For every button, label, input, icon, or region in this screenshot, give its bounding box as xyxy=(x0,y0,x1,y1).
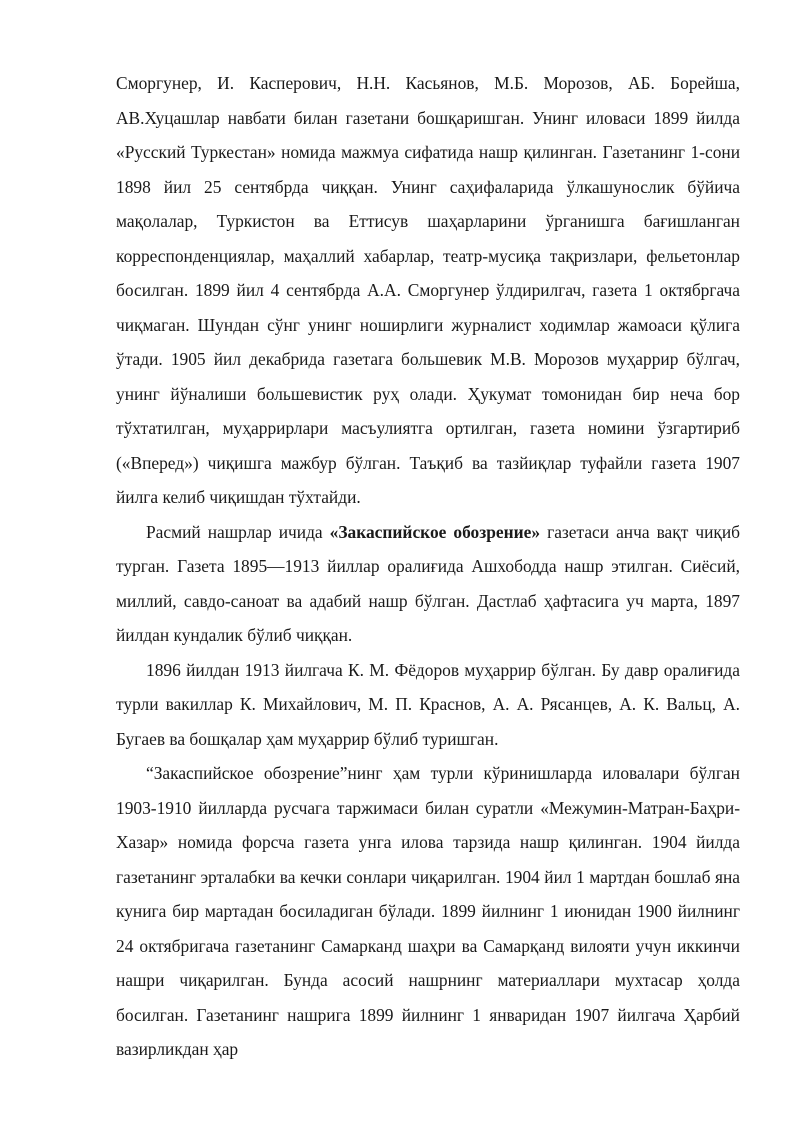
paragraph-3: 1896 йилдан 1913 йилгача К. М. Фёдоров муҳаррир бўлган. Бу давр оралиғида турли вакиллар К. Михайлович, М. П. Краснов, А. А. Рясанцев, А. К. Вальц, А. Бугаев ва бошқалар ҳам муҳаррир бўлиб туришган. xyxy=(116,659,740,749)
paragraph-2-intro: Расмий нашрлар ичида xyxy=(146,521,330,542)
paragraph-2 xyxy=(116,515,740,653)
paragraph-1: Сморгунер, И. Касперович, Н.Н. Касьянов, М.Б. Морозов, АБ. Борейша, АВ.Хуцашлар навбати билан газетани бошқаришган. Унинг иловаси 1899 йилда «Русский Туркестан» номида мажмуа сифатида нашр қилинган. Газетанинг 1-сони 1898 йил 25 сентябрда чиққан. Унинг саҳифаларида ўлкашунослик бўйича мақолалар, Туркистон ва Еттисув шаҳарларини ўрганишга бағишланган корреспонденциялар, маҳаллий хабарлар, театр-мусиқа тақризлари, фельетонлар босилган. 1899 йил 4 сентябрда А.А. Сморгунер ўлдирилгач, газета 1 октябргача чиқмаган. Шундан сўнг унинг ноширлиги журналист ходимлар жамоаси қўлига ўтади. 1905 йил декабрида газетага большевик М.В. Морозов муҳаррир бўлгач, унинг йўналиши большевистик руҳ олади. Ҳукумат томонидан бир неча бор тўхтатилган, муҳаррирлари масъулиятга ортилган, газета номини ўзгартириб («Вперед») чиқишга мажбур бўлган. Таъқиб ва тазйиқлар туфайли газета 1907 йилга келиб чиқишдан тўхтайди. xyxy=(116,73,740,507)
paragraph-2-body: газетаси анча вақт чиқиб турган. Газета 1895—1913 йиллар оралиғида Ашхободда нашр этилган. Сиёсий, миллий, савдо-саноат ва адабий нашр бўлган. Дастлаб ҳафтасига уч марта, 1897 йилдан кундалик бўлиб чиққан. xyxy=(116,521,740,645)
paragraph-4: “Закаспийское обозрение”нинг ҳам турли кўринишларда иловалари бўлган 1903-1910 йилларда русчага таржимаси билан суратли «Межумин-Матран-Баҳри-Хазар» номида форсча газета унга илова тарзида нашр қилинган. 1904 йилда газетанинг эрталабки ва кечки сонлари чиқарилган. 1904 йил 1 мартдан бошлаб яна кунига бир мартадан босиладиган бўлади. 1899 йилнинг 1 июнидан 1900 йилнинг 24 октябригача газетанинг Самарканд шаҳри ва Самарқанд вилояти учун иккинчи нашри чиқарилган. Бунда асосий нашрнинг материаллари мухтасар ҳолда босилган. Газетанинг нашрига 1899 йилнинг 1 январидан 1907 йилгача Ҳарбий вазирликдан ҳар xyxy=(116,763,740,1059)
newspaper-title-bold: «Закаспийское обозрение» xyxy=(329,521,541,542)
document-page xyxy=(116,66,740,1067)
